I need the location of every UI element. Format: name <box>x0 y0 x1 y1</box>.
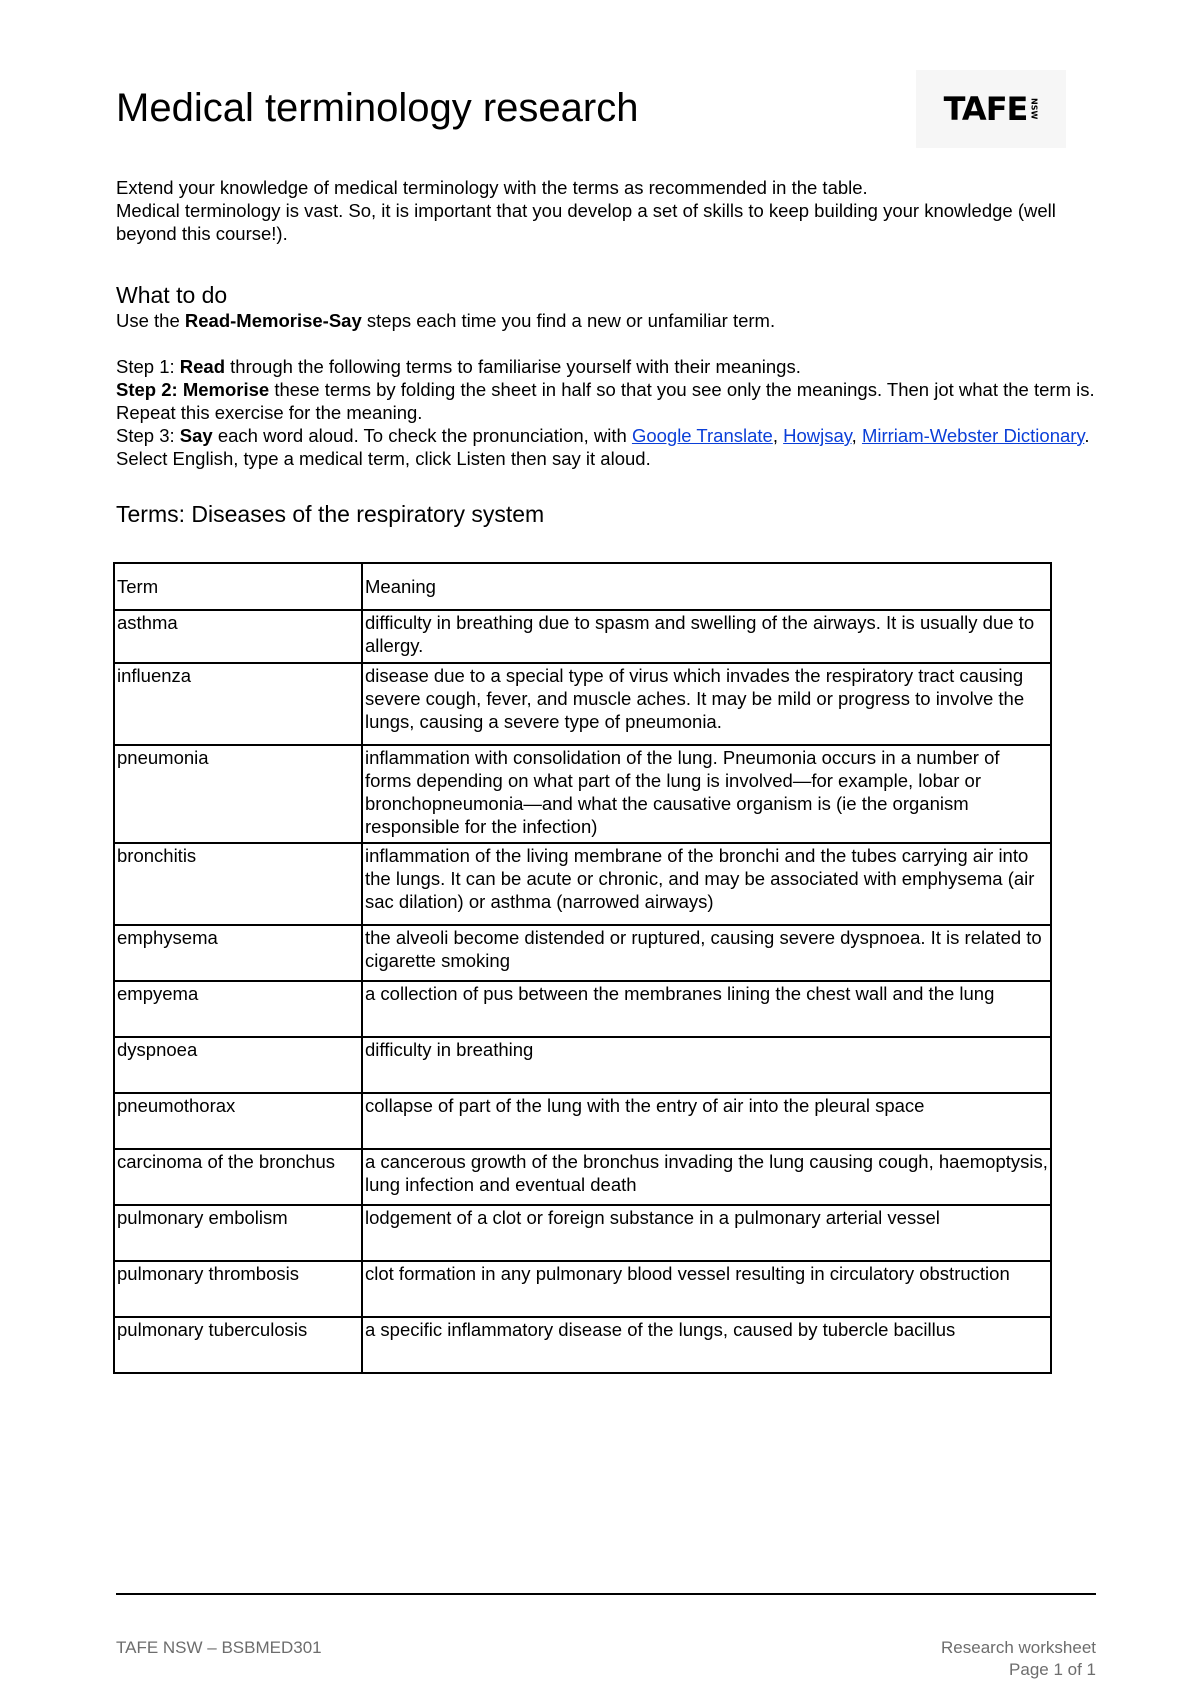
intro-paragraph <box>116 176 1096 245</box>
table-row <box>114 1205 1051 1261</box>
table-header-row <box>114 563 1051 610</box>
google-translate-link[interactable]: Google Translate <box>631 425 773 446</box>
use-steps-line <box>116 309 1096 332</box>
step-1-bold: Read <box>179 356 226 377</box>
terms-table <box>113 562 1052 1374</box>
step-1-prefix: Step 1: <box>116 356 180 377</box>
step-3-text: each word aloud. To check the pronunciation, with <box>212 425 632 446</box>
term-cell: bronchitis <box>114 843 362 925</box>
meaning-cell: disease due to a special type of virus which invades the respiratory tract causing severe cough, fever, and muscle aches. It may be mild or progress to involve the lungs, causing a severe type of pneumonia. <box>362 663 1051 745</box>
meaning-cell: a collection of pus between the membranes lining the chest wall and the lung <box>362 981 1051 1037</box>
footer-divider <box>116 1593 1096 1595</box>
meaning-cell: difficulty in breathing due to spasm and swelling of the airways. It is usually due to allergy. <box>362 610 1051 663</box>
term-cell: dyspnoea <box>114 1037 362 1093</box>
logo-wordmark: TAFE <box>943 90 1028 128</box>
step-1 <box>116 355 1096 378</box>
table-body <box>114 610 1051 1373</box>
meaning-cell: clot formation in any pulmonary blood vessel resulting in circulatory obstruction <box>362 1261 1051 1317</box>
terms-heading: Terms: Diseases of the respiratory system <box>116 501 545 527</box>
term-cell: influenza <box>114 663 362 745</box>
term-cell: carcinoma of the bronchus <box>114 1149 362 1205</box>
term-cell: pulmonary thrombosis <box>114 1261 362 1317</box>
intro-line-1: Extend your knowledge of medical terminology with the terms as recommended in the table. <box>116 177 868 198</box>
table-row <box>114 1037 1051 1093</box>
step-3 <box>116 424 1096 470</box>
separator: , <box>772 425 784 446</box>
term-cell: empyema <box>114 981 362 1037</box>
step-3-end: . Select English, type a medical term, click Listen then say it aloud. <box>116 425 1090 469</box>
table-row <box>114 981 1051 1037</box>
table-row <box>114 1261 1051 1317</box>
tafe-nsw-logo <box>916 70 1066 148</box>
intro-line-2: Medical terminology is vast. So, it is important that you develop a set of skills to keep building your knowledge (well beyond this course!). <box>116 200 1056 244</box>
table-row <box>114 1149 1051 1205</box>
steps-block <box>116 355 1096 470</box>
mirriam-webster-link[interactable]: Mirriam-Webster Dictionary <box>861 425 1085 446</box>
step-2 <box>116 378 1096 424</box>
step-3-prefix: Step 3: <box>116 425 180 446</box>
page-title: Medical terminology research <box>116 86 639 130</box>
table-row <box>114 1093 1051 1149</box>
term-cell: pulmonary embolism <box>114 1205 362 1261</box>
term-cell: pneumonia <box>114 745 362 843</box>
meaning-cell: inflammation with consolidation of the lung. Pneumonia occurs in a number of forms depending on what part of the lung is involved—for example, lobar or bronchopneumonia—and what the causative organism is (ie the organism responsible for the infection) <box>362 745 1051 843</box>
step-2-text: these terms by folding the sheet in half so that you see only the meanings. Then jot what the term is. Repeat this exercise for the meaning. <box>116 379 1095 423</box>
table-row <box>114 925 1051 981</box>
table-row <box>114 745 1051 843</box>
footer-page-number: Page 1 of 1 <box>1009 1660 1096 1679</box>
footer-doc-type: Research worksheet <box>941 1638 1096 1657</box>
use-suffix: steps each time you find a new or unfamiliar term. <box>361 310 776 331</box>
table-row <box>114 843 1051 925</box>
read-memorise-say: Read-Memorise-Say <box>184 310 362 331</box>
meaning-cell: difficulty in breathing <box>362 1037 1051 1093</box>
step-1-text: through the following terms to familiarise yourself with their meanings. <box>225 356 801 377</box>
term-cell: emphysema <box>114 925 362 981</box>
table-row <box>114 663 1051 745</box>
table-row <box>114 610 1051 663</box>
term-cell: pulmonary tuberculosis <box>114 1317 362 1373</box>
footer-page-info <box>941 1637 1096 1681</box>
meaning-cell: inflammation of the living membrane of the bronchi and the tubes carrying air into the lungs. It can be acute or chronic, and may be associated with emphysema (air sac dilation) or asthma (narrowed airways) <box>362 843 1051 925</box>
howjsay-link[interactable]: Howjsay <box>783 425 852 446</box>
term-cell: pneumothorax <box>114 1093 362 1149</box>
separator: , <box>851 425 862 446</box>
meaning-cell: lodgement of a clot or foreign substance in a pulmonary arterial vessel <box>362 1205 1051 1261</box>
header-meaning: Meaning <box>362 563 1051 610</box>
meaning-cell: a specific inflammatory disease of the lungs, caused by tubercle bacillus <box>362 1317 1051 1373</box>
use-prefix: Use the <box>116 310 185 331</box>
footer-course: TAFE NSW – BSBMED301 <box>116 1638 322 1657</box>
step-2-bold: Step 2: Memorise <box>116 379 270 400</box>
meaning-cell: the alveoli become distended or ruptured, causing severe dyspnoea. It is related to cigarette smoking <box>362 925 1051 981</box>
header-term: Term <box>114 563 362 610</box>
step-3-bold: Say <box>179 425 213 446</box>
logo-nsw-mark: NSW <box>1029 98 1039 120</box>
term-cell: asthma <box>114 610 362 663</box>
what-to-do-heading: What to do <box>116 282 228 308</box>
table-row <box>114 1317 1051 1373</box>
meaning-cell: collapse of part of the lung with the entry of air into the pleural space <box>362 1093 1051 1149</box>
meaning-cell: a cancerous growth of the bronchus invading the lung causing cough, haemoptysis, lung infection and eventual death <box>362 1149 1051 1205</box>
